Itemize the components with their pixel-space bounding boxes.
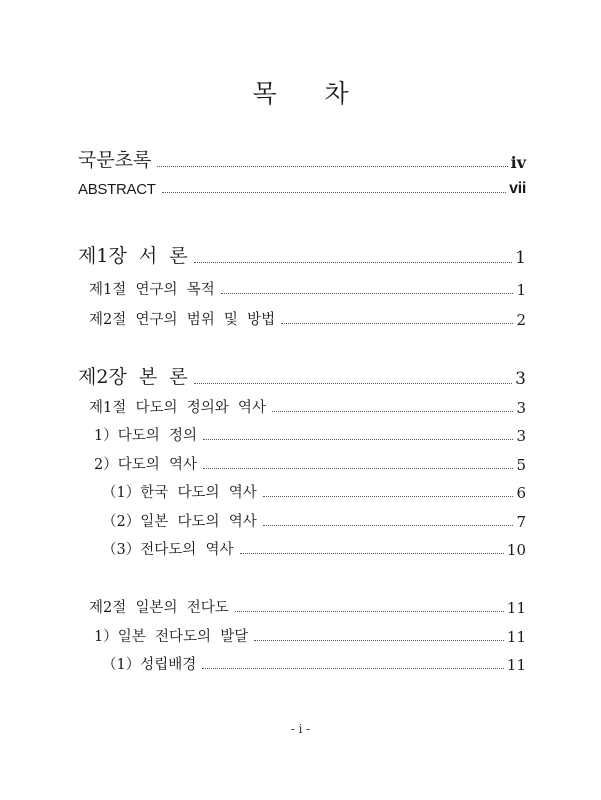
toc-label: 제2절 연구의 범위 및 방법 — [89, 312, 276, 328]
toc-label: ABSTRACT — [78, 181, 156, 198]
toc-page-number: vii — [509, 180, 526, 197]
toc-page-number: 11 — [506, 656, 526, 674]
dot-leader — [157, 166, 507, 167]
toc-label: （3）전다도의 역사 — [102, 542, 234, 558]
toc-entry-chapter-1-section-1[interactable] — [89, 278, 526, 299]
toc-page-number: 11 — [506, 599, 526, 617]
toc-entry-korean-abstract[interactable] — [78, 145, 526, 172]
dot-leader — [221, 293, 514, 294]
toc-label: 제1절 다도의 정의와 역사 — [89, 400, 266, 416]
dot-leader — [235, 611, 504, 612]
dot-leader — [203, 468, 513, 469]
toc-page-number: 5 — [516, 456, 526, 474]
toc-label: 제1절 연구의 목적 — [89, 282, 215, 298]
page-title: 목 차 — [252, 79, 349, 108]
toc-entry-definition[interactable] — [94, 424, 526, 445]
toc-label: 제2절 일본의 전다도 — [89, 600, 229, 616]
toc-label: 국문초록 — [78, 149, 152, 171]
toc-entry-korean-history[interactable] — [102, 481, 526, 502]
toc-entry-chapter-2-section-1[interactable] — [89, 396, 526, 417]
toc-label: 제2장 본 론 — [78, 366, 188, 388]
toc-entry-background[interactable] — [102, 653, 526, 674]
toc-page-number: 3 — [515, 369, 526, 389]
toc-page-number: 3 — [516, 427, 526, 445]
dot-leader — [263, 525, 514, 526]
toc-label: 2）다도의 역사 — [94, 457, 197, 473]
dot-leader — [240, 553, 504, 554]
toc-label: 1）다도의 정의 — [94, 428, 197, 444]
toc-page-number: 11 — [506, 628, 526, 646]
dot-leader — [162, 192, 506, 193]
dot-leader — [254, 640, 504, 641]
toc-page-number: 2 — [516, 311, 526, 329]
toc-page-number: iv — [510, 153, 526, 172]
toc-page-number: 1 — [515, 248, 526, 268]
toc-entry-chapter-1[interactable] — [78, 241, 526, 268]
dot-leader — [272, 411, 514, 412]
toc-page-number: 7 — [516, 513, 526, 531]
page-footer: - i - — [290, 722, 311, 736]
toc-page-number: 1 — [516, 281, 526, 299]
toc-page-number: 10 — [506, 541, 526, 559]
toc-label: （1）성립배경 — [102, 657, 197, 673]
dot-leader — [194, 262, 513, 263]
toc-label: 제1장 서 론 — [78, 245, 188, 267]
toc-label: （1）한국 다도의 역사 — [102, 485, 257, 501]
toc-entry-japanese-history[interactable] — [102, 510, 526, 531]
toc-entry-japan-development[interactable] — [94, 625, 526, 646]
toc-page-number: 3 — [516, 399, 526, 417]
dot-leader — [281, 323, 513, 324]
toc-entry-chapter-1-section-2[interactable] — [89, 308, 526, 329]
dot-leader — [202, 668, 504, 669]
toc-label: 1）일본 전다도의 발달 — [94, 629, 249, 645]
toc-entry-jeondado-history[interactable] — [102, 538, 526, 559]
dot-leader — [203, 439, 513, 440]
toc-entry-chapter-2[interactable] — [78, 362, 526, 389]
dot-leader — [263, 496, 514, 497]
toc-entry-chapter-2-section-2[interactable] — [89, 596, 526, 617]
toc-entry-abstract[interactable] — [78, 180, 526, 198]
toc-label: （2）일본 다도의 역사 — [102, 514, 257, 530]
toc-page-number: 6 — [516, 484, 526, 502]
toc-entry-history[interactable] — [94, 453, 526, 474]
dot-leader — [194, 383, 513, 384]
